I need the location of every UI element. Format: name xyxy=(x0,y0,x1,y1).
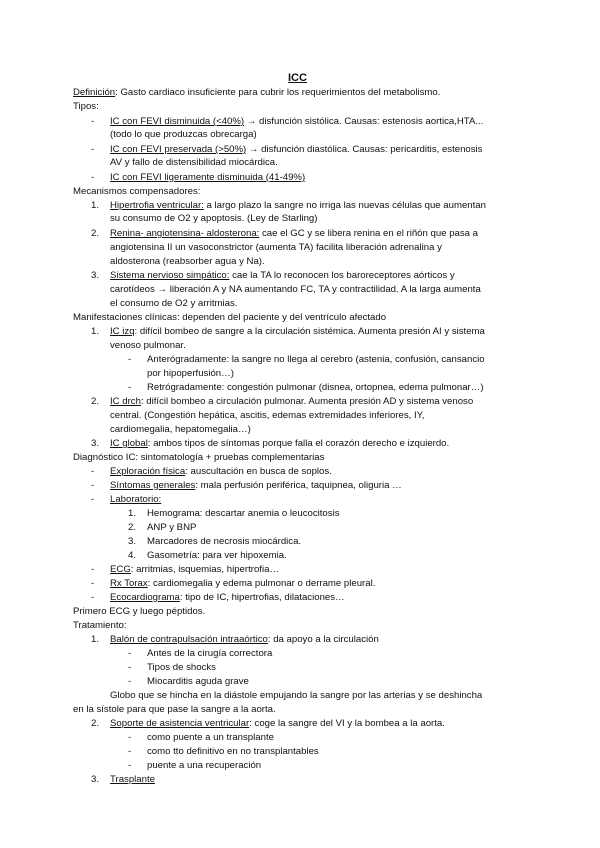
diagnosis-item xyxy=(110,591,345,604)
sub-item: Antes de la cirugía correctora xyxy=(147,648,273,659)
mechanism-text: a largo plazo la sangre no irriga las nuevas células que aumentan xyxy=(203,200,486,211)
bullet-dash: - xyxy=(128,746,132,757)
type-item-name: IC con FEVI disminuida (<40%) xyxy=(110,116,245,127)
list-number: 4. xyxy=(128,550,137,561)
diagnosis-item xyxy=(110,479,402,492)
treatment-paragraph: Globo que se hincha en la diástole empujando la sangre por las arterias y se deshincha xyxy=(110,690,483,701)
definition-text: : Gasto cardiaco insuficiente para cubrir los requerimientos del metabolismo. xyxy=(115,87,441,98)
mechanism-item xyxy=(110,199,486,212)
bullet-dash: - xyxy=(128,760,132,771)
diagnosis-text: : arritmias, isquemias, hipertrofia… xyxy=(130,564,280,575)
type-item-cont: AV y fallo de distensibilidad miocárdica. xyxy=(110,157,278,168)
list-number: 2. xyxy=(91,228,100,239)
mechanism-item xyxy=(110,269,455,282)
manifestation-text: : difícil bombeo de sangre a la circulación sistémica. Aumenta presión AI y sistema xyxy=(134,326,485,337)
definition-label: Definición xyxy=(73,87,116,98)
sub-item-cont: por hipoperfusión…) xyxy=(147,368,234,379)
mechanism-cont: carotídeos → liberación A y NA aumentando FC, TA y contractilidad. A la larga aumenta xyxy=(110,284,481,295)
sub-item: Anterógradamente: la sangre no llega al cerebro (astenia, confusión, cansancio xyxy=(147,354,485,365)
mechanism-text: cae el GC y se libera renina en el riñón que pasa a xyxy=(259,228,478,239)
sub-item: Retrógradamente: congestión pulmonar (disnea, ortopnea, edema pulmonar…) xyxy=(147,382,484,393)
type-item-name: IC con FEVI preservada (>50%) xyxy=(110,144,247,155)
type-item xyxy=(110,143,482,156)
mechanism-cont: angiotensina II un vasoconstrictor (aumenta TA) facilita liberación adrenalina y xyxy=(110,242,442,253)
manifestation-name: IC izq xyxy=(110,326,135,337)
bullet-dash: - xyxy=(91,564,95,575)
bullet-dash: - xyxy=(128,676,132,687)
sub-item: como puente a un transplante xyxy=(147,732,274,743)
treatment-name: Soporte de asistencia ventricular xyxy=(110,718,250,729)
diagnosis-text: : auscultación en busca de soplos. xyxy=(185,466,332,477)
diagnosis-name: Laboratorio: xyxy=(110,494,162,505)
manifestation-cont: venoso pulmonar. xyxy=(110,340,186,351)
mechanism-name: Renina- angiotensina- aldosterona: xyxy=(110,228,260,239)
bullet-dash: - xyxy=(128,662,132,673)
list-number: 1. xyxy=(91,200,100,211)
diagnosis-note: Primero ECG y luego péptidos. xyxy=(73,606,206,617)
treatment-name: Balón de contrapulsación intraaórtico xyxy=(110,634,268,645)
lab-item: Hemograma: descartar anemia o leucocitosis xyxy=(147,508,340,519)
sub-item: como tto definitivo en no transplantables xyxy=(147,746,319,757)
bullet-dash: - xyxy=(128,354,132,365)
treatment-text: : coge la sangre del VI y la bombea a la aorta. xyxy=(249,718,445,729)
lab-item: ANP y BNP xyxy=(147,522,197,533)
list-number: 1. xyxy=(91,634,100,645)
type-item-name: IC con FEVI ligeramente disminuida (41-49%) xyxy=(110,172,306,183)
diagnosis-text: : mala perfusión periférica, taquipnea, oliguria … xyxy=(195,480,402,491)
manifestation-text: : difícil bombeo a circulación pulmonar. Aumenta presión AD y sistema venoso xyxy=(140,396,474,407)
manifestation-name: IC drch xyxy=(110,396,141,407)
bullet-dash: - xyxy=(91,172,95,183)
treatment-item xyxy=(110,773,155,786)
bullet-dash: - xyxy=(91,466,95,477)
diagnosis-name: ECG xyxy=(110,564,131,575)
list-number: 3. xyxy=(128,536,137,547)
bullet-dash: - xyxy=(91,494,95,505)
manifestation-item xyxy=(110,325,485,338)
mechanism-item xyxy=(110,227,478,240)
list-number: 3. xyxy=(91,270,100,281)
bullet-dash: - xyxy=(91,116,95,127)
mechanism-cont: aldosterona (reabsorber agua y Na). xyxy=(110,256,265,267)
mechanism-cont: su consumo de O2 y apoptosis. (Ley de Starling) xyxy=(110,213,318,224)
diagnosis-text: : cardiomegalia y edema pulmonar o derrame pleural. xyxy=(147,578,376,589)
treatment-item xyxy=(110,633,379,646)
bullet-dash: - xyxy=(91,592,95,603)
page-title: ICC xyxy=(288,72,307,84)
sub-item: Tipos de shocks xyxy=(147,662,216,673)
diagnosis-item xyxy=(110,563,279,576)
type-item-cont: (todo lo que produzcas obrecarga) xyxy=(110,129,257,140)
manifestation-name: IC global xyxy=(110,438,148,449)
types-heading: Tipos: xyxy=(73,101,99,112)
type-item xyxy=(110,115,483,128)
mechanism-cont: el consumo de O2 y arritmias. xyxy=(110,298,238,309)
diagnosis-item xyxy=(110,493,161,506)
bullet-dash: - xyxy=(128,732,132,743)
manifestations-heading: Manifestaciones clínicas: dependen del paciente y del ventrículo afectado xyxy=(73,312,387,323)
treatment-name: Trasplante xyxy=(110,774,155,785)
list-number: 1. xyxy=(91,326,100,337)
sub-item: puente a una recuperación xyxy=(147,760,262,771)
list-number: 2. xyxy=(91,396,100,407)
manifestation-item xyxy=(110,395,473,408)
manifestation-cont: cardiomegalia, hepatomegalia…) xyxy=(110,424,251,435)
diagnosis-name: Ecocardiograma xyxy=(110,592,180,603)
mechanisms-heading: Mecanismos compensadores: xyxy=(73,186,201,197)
list-number: 2. xyxy=(91,718,100,729)
bullet-dash: - xyxy=(91,578,95,589)
diagnosis-item xyxy=(110,577,375,590)
lab-item: Marcadores de necrosis miocárdica. xyxy=(147,536,302,547)
list-number: 3. xyxy=(91,774,100,785)
treatment-paragraph-cont: en la sístole para que pase la sangre a la aorta. xyxy=(73,704,276,715)
manifestation-cont: central. (Congestión hepática, ascitis, edemas extremidades inferiores, IY, xyxy=(110,410,425,421)
diagnosis-name: Rx Torax xyxy=(110,578,148,589)
list-number: 1. xyxy=(128,508,137,519)
definition-line xyxy=(73,86,440,99)
treatment-text: : da apoyo a la circulación xyxy=(267,634,379,645)
mechanism-name: Sistema nervioso simpático: xyxy=(110,270,230,281)
type-item-text: → disfunción sistólica. Causas: estenosis aortica,HTA... xyxy=(244,116,484,127)
list-number: 2. xyxy=(128,522,137,533)
sub-item: Miocarditis aguda grave xyxy=(147,676,249,687)
manifestation-item xyxy=(110,437,449,450)
treatment-heading: Tratamiento: xyxy=(73,620,127,631)
diagnosis-name: Exploración física xyxy=(110,466,186,477)
mechanism-text: cae la TA lo reconocen los baroreceptores aórticos y xyxy=(229,270,455,281)
lab-item: Gasometría: para ver hipoxemia. xyxy=(147,550,287,561)
manifestation-text: : ambos tipos de síntomas porque falla el corazón derecho e izquierdo. xyxy=(147,438,450,449)
mechanism-name: Hipertrofia ventricular: xyxy=(110,200,204,211)
bullet-dash: - xyxy=(91,144,95,155)
diagnosis-heading: Diagnóstico IC: sintomatología + pruebas complementarias xyxy=(73,452,325,463)
bullet-dash: - xyxy=(91,480,95,491)
type-item xyxy=(110,171,305,184)
list-number: 3. xyxy=(91,438,100,449)
type-item-text: → disfunción diastólica. Causas: pericarditis, estenosis xyxy=(246,144,483,155)
diagnosis-text: : tipo de IC, hipertrofias, dilataciones… xyxy=(179,592,345,603)
bullet-dash: - xyxy=(128,648,132,659)
diagnosis-name: Síntomas generales xyxy=(110,480,196,491)
treatment-item xyxy=(110,717,445,730)
diagnosis-item xyxy=(110,465,332,478)
bullet-dash: - xyxy=(128,382,132,393)
